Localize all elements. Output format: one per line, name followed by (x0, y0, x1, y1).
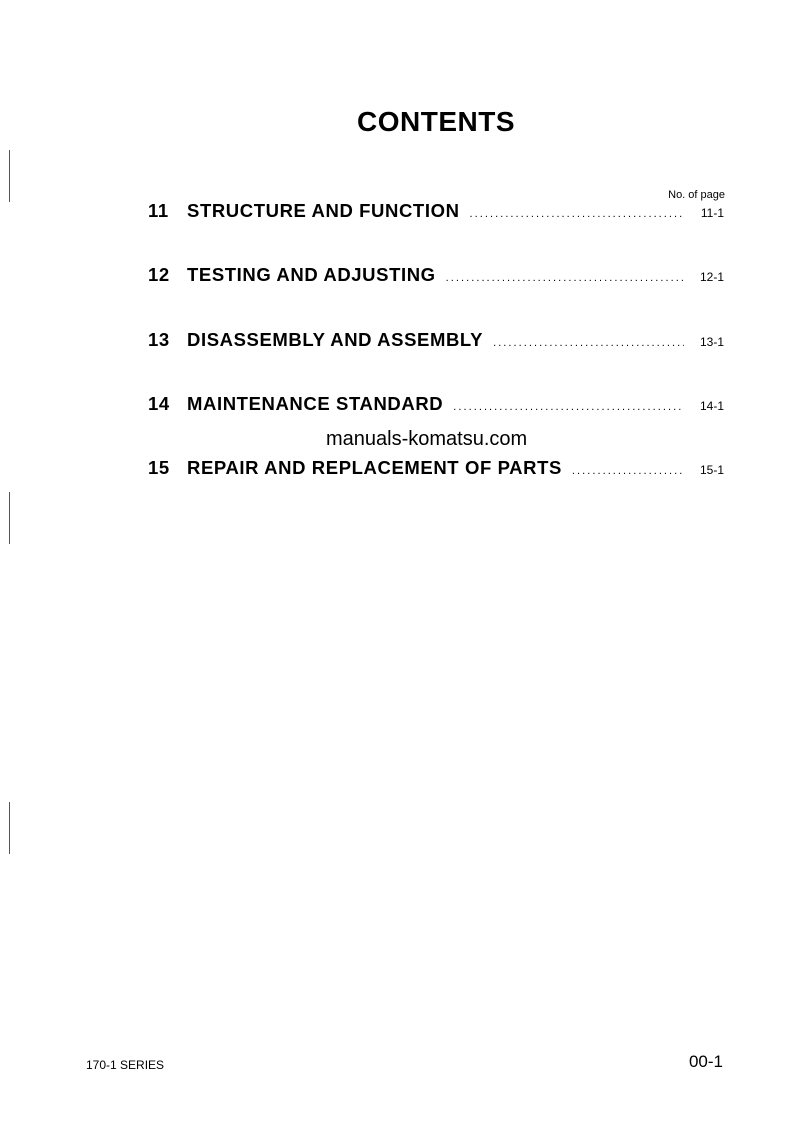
entry-number: 12 (148, 264, 170, 285)
entry-page: 12-1 (699, 270, 724, 284)
entry-page: 13-1 (699, 335, 724, 349)
dot-leader (572, 465, 684, 477)
entry-title: MAINTENANCE STANDARD (187, 393, 444, 414)
dot-leader (446, 272, 684, 284)
binding-mark (9, 150, 10, 202)
toc-entry[interactable] (148, 457, 724, 479)
toc-entry[interactable] (148, 264, 724, 286)
entry-title: STRUCTURE AND FUNCTION (187, 200, 460, 221)
binding-mark (9, 802, 10, 854)
dot-leader (493, 337, 684, 349)
entry-number: 11 (148, 200, 169, 221)
toc-entry[interactable] (148, 393, 724, 415)
entry-title: REPAIR AND REPLACEMENT OF PARTS (187, 457, 562, 478)
footer-page-number: 00-1 (688, 1052, 723, 1071)
toc-entry[interactable] (148, 200, 724, 222)
entry-title: DISASSEMBLY AND ASSEMBLY (187, 329, 484, 350)
entry-title: TESTING AND ADJUSTING (187, 264, 436, 285)
column-header: No. of page (668, 189, 725, 201)
entry-number: 15 (148, 457, 170, 478)
entry-page: 14-1 (699, 399, 724, 413)
entry-number: 14 (148, 393, 170, 414)
watermark: manuals-komatsu.com (326, 428, 528, 450)
entry-page: 15-1 (699, 463, 724, 477)
dot-leader (470, 208, 684, 220)
entry-number: 13 (148, 329, 170, 350)
page-title: CONTENTS (357, 106, 515, 137)
binding-mark (9, 492, 10, 544)
toc-entry[interactable] (148, 329, 724, 351)
dot-leader (453, 401, 684, 413)
footer-series: 170-1 SERIES (86, 1058, 165, 1072)
entry-page: 11-1 (700, 206, 724, 220)
